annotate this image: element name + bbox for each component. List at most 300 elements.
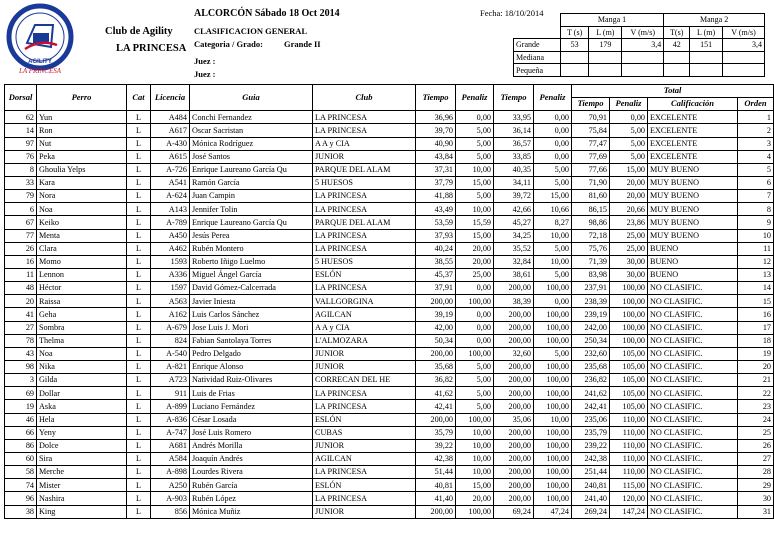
perro-cell: Dollar — [37, 387, 127, 400]
manga-cell — [690, 51, 723, 64]
orden-cell: 13 — [738, 268, 774, 281]
table-row — [5, 413, 774, 426]
judge-label-1: Juez : — [194, 56, 216, 66]
club-cell: ESLÓN — [313, 413, 416, 426]
tiempo-total-cell: 77,47 — [572, 137, 610, 150]
guia-cell: Enrique Laureano García Qu — [190, 216, 313, 229]
col-licencia: Licencia — [151, 85, 190, 111]
table-row — [5, 426, 774, 439]
penaliz-total-cell: 100,00 — [610, 321, 648, 334]
cat-cell: L — [127, 413, 151, 426]
orden-cell: 11 — [738, 242, 774, 255]
club-cell: LA PRINCESA — [313, 229, 416, 242]
penaliz-total-cell: 110,00 — [610, 426, 648, 439]
licencia-cell: A250 — [151, 479, 190, 492]
dorsal-cell: 26 — [5, 242, 37, 255]
tiempo-total-cell: 71,39 — [572, 255, 610, 268]
penaliz-total-cell: 110,00 — [610, 466, 648, 479]
orden-cell: 6 — [738, 176, 774, 189]
manga-row-label: Grande — [514, 39, 561, 52]
penaliz2-cell: 5,00 — [534, 268, 572, 281]
cat-cell: L — [127, 321, 151, 334]
dorsal-cell: 69 — [5, 387, 37, 400]
orden-cell: 25 — [738, 426, 774, 439]
col-perro: Perro — [37, 85, 127, 111]
manga-cell — [723, 64, 765, 77]
orden-cell: 16 — [738, 308, 774, 321]
dorsal-cell: 27 — [5, 321, 37, 334]
tiempo2-cell: 200,00 — [494, 282, 534, 295]
calificacion-cell: NO CLASIFIC. — [648, 492, 738, 505]
orden-cell: 12 — [738, 255, 774, 268]
manga-cell — [560, 51, 589, 64]
tiempo1-cell: 40,24 — [416, 242, 456, 255]
club-cell: ESLÓN — [313, 268, 416, 281]
penaliz1-cell: 5,00 — [456, 400, 494, 413]
guia-cell: Javier Iniesta — [190, 295, 313, 308]
guia-cell: Roberto Iñigo Luelmo — [190, 255, 313, 268]
guia-cell: Rubén López — [190, 492, 313, 505]
perro-cell: Noa — [37, 347, 127, 360]
tiempo1-cell: 37,31 — [416, 163, 456, 176]
tiempo1-cell: 37,93 — [416, 229, 456, 242]
orden-cell: 7 — [738, 190, 774, 203]
tiempo2-cell: 200,00 — [494, 360, 534, 373]
calificacion-cell: EXCELENTE — [648, 137, 738, 150]
tiempo2-cell: 200,00 — [494, 479, 534, 492]
calificacion-cell: MUY BUENO — [648, 190, 738, 203]
dorsal-cell: 74 — [5, 479, 37, 492]
penaliz2-cell: 100,00 — [534, 308, 572, 321]
tiempo2-cell: 200,00 — [494, 439, 534, 452]
cat-cell: L — [127, 242, 151, 255]
event-title: ALCORCÓN Sábado 18 Oct 2014 — [194, 8, 340, 19]
cat-cell: L — [127, 308, 151, 321]
tiempo1-cell: 40,90 — [416, 137, 456, 150]
tiempo-total-cell: 70,91 — [572, 111, 610, 124]
orden-cell: 28 — [738, 466, 774, 479]
tiempo-total-cell: 242,38 — [572, 452, 610, 465]
guia-cell: Luciano Fernández — [190, 400, 313, 413]
club-cell: LA PRINCESA — [313, 466, 416, 479]
calificacion-cell: NO CLASIFIC. — [648, 505, 738, 518]
licencia-cell: A143 — [151, 203, 190, 216]
penaliz2-cell: 100,00 — [534, 282, 572, 295]
tiempo1-cell: 43,84 — [416, 150, 456, 163]
guia-cell: José Santos — [190, 150, 313, 163]
tiempo-total-cell: 241,62 — [572, 387, 610, 400]
licencia-cell: A-821 — [151, 360, 190, 373]
perro-cell: Yeny — [37, 426, 127, 439]
table-row — [5, 163, 774, 176]
penaliz-total-cell: 100,00 — [610, 308, 648, 321]
col-guia: Guia — [190, 85, 313, 111]
manga-cell — [664, 64, 690, 77]
guia-cell: Rubén García — [190, 479, 313, 492]
dorsal-cell: 76 — [5, 150, 37, 163]
tiempo-total-cell: 98,86 — [572, 216, 610, 229]
club-cell: LA PRINCESA — [313, 124, 416, 137]
tiempo-total-cell: 250,34 — [572, 334, 610, 347]
penaliz2-cell: 47,24 — [534, 505, 572, 518]
cat-cell: L — [127, 295, 151, 308]
tiempo2-cell: 33,95 — [494, 111, 534, 124]
guia-cell: Miguel Ángel García — [190, 268, 313, 281]
penaliz2-cell: 10,66 — [534, 203, 572, 216]
guia-cell: Rubén Montero — [190, 242, 313, 255]
col-calificacion: Calificación — [648, 98, 738, 111]
cat-cell: L — [127, 387, 151, 400]
club-cell: 5 HUESOS — [313, 255, 416, 268]
tiempo-total-cell: 241,40 — [572, 492, 610, 505]
table-row — [5, 492, 774, 505]
dorsal-cell: 16 — [5, 255, 37, 268]
tiempo2-cell: 32,84 — [494, 255, 534, 268]
calificacion-cell: NO CLASIFIC. — [648, 374, 738, 387]
tiempo1-cell: 42,38 — [416, 452, 456, 465]
tiempo1-cell: 35,68 — [416, 360, 456, 373]
table-row — [5, 308, 774, 321]
guia-cell: Enrique Laureano García Qu — [190, 163, 313, 176]
table-row — [5, 255, 774, 268]
licencia-cell: A162 — [151, 308, 190, 321]
club-cell: LA PRINCESA — [313, 387, 416, 400]
cat-cell: L — [127, 360, 151, 373]
dorsal-cell: 97 — [5, 137, 37, 150]
calificacion-cell: NO CLASIFIC. — [648, 321, 738, 334]
perro-cell: Geha — [37, 308, 127, 321]
perro-cell: Sombra — [37, 321, 127, 334]
guia-cell: Joaquín Andrés — [190, 452, 313, 465]
orden-cell: 10 — [738, 229, 774, 242]
cat-cell: L — [127, 229, 151, 242]
calificacion-cell: MUY BUENO — [648, 163, 738, 176]
orden-cell: 24 — [738, 413, 774, 426]
dorsal-cell: 19 — [5, 400, 37, 413]
dorsal-cell: 96 — [5, 492, 37, 505]
club-cell: PARQUE DEL ALAM — [313, 163, 416, 176]
orden-cell: 22 — [738, 387, 774, 400]
perro-cell: Merche — [37, 466, 127, 479]
guia-cell: David Gómez-Calcerrada — [190, 282, 313, 295]
perro-cell: Dolce — [37, 439, 127, 452]
penaliz-total-cell: 115,00 — [610, 479, 648, 492]
table-row — [5, 124, 774, 137]
licencia-cell: A584 — [151, 452, 190, 465]
tiempo2-cell: 69,24 — [494, 505, 534, 518]
calificacion-cell: BUENO — [648, 255, 738, 268]
guia-cell: Luis Carlos Sánchez — [190, 308, 313, 321]
orden-cell: 2 — [738, 124, 774, 137]
table-row — [5, 176, 774, 189]
orden-cell: 4 — [738, 150, 774, 163]
penaliz-total-cell: 23,86 — [610, 216, 648, 229]
perro-cell: Yun — [37, 111, 127, 124]
results-table — [4, 84, 774, 519]
club-cell: AGILCAN — [313, 308, 416, 321]
licencia-cell: A541 — [151, 176, 190, 189]
manga-cell — [560, 64, 589, 77]
col-tiempo-total: Tiempo — [572, 98, 610, 111]
calificacion-cell: MUY BUENO — [648, 229, 738, 242]
manga1-header: Manga 1 — [560, 14, 663, 27]
licencia-cell: 1597 — [151, 282, 190, 295]
calificacion-cell: NO CLASIFIC. — [648, 400, 738, 413]
penaliz1-cell: 20,00 — [456, 492, 494, 505]
logo-bottom-text: LA PRINCESA — [18, 67, 62, 75]
orden-cell: 8 — [738, 203, 774, 216]
tiempo1-cell: 200,00 — [416, 295, 456, 308]
penaliz2-cell: 10,00 — [534, 229, 572, 242]
tiempo-total-cell: 77,69 — [572, 150, 610, 163]
tiempo1-cell: 200,00 — [416, 413, 456, 426]
orden-cell: 30 — [738, 492, 774, 505]
table-row — [5, 229, 774, 242]
orden-cell: 20 — [738, 360, 774, 373]
penaliz2-cell: 100,00 — [534, 426, 572, 439]
club-cell: JUNIOR — [313, 360, 416, 373]
col-cat: Cat — [127, 85, 151, 111]
manga2-header: Manga 2 — [664, 14, 765, 27]
perro-cell: Gilda — [37, 374, 127, 387]
tiempo1-cell: 36,82 — [416, 374, 456, 387]
manga-cell: 53 — [560, 39, 589, 52]
tiempo1-cell: 40,81 — [416, 479, 456, 492]
club-cell: A A y CIA — [313, 137, 416, 150]
penaliz1-cell: 20,00 — [456, 242, 494, 255]
tiempo2-cell: 200,00 — [494, 400, 534, 413]
tiempo2-cell: 35,52 — [494, 242, 534, 255]
cat-cell: L — [127, 452, 151, 465]
penaliz-total-cell: 100,00 — [610, 282, 648, 295]
penaliz1-cell: 10,00 — [456, 452, 494, 465]
licencia-cell: A-679 — [151, 321, 190, 334]
tiempo-total-cell: 81,60 — [572, 190, 610, 203]
penaliz1-cell: 20,00 — [456, 255, 494, 268]
club-cell: CUBAS — [313, 426, 416, 439]
penaliz2-cell: 100,00 — [534, 400, 572, 413]
penaliz-total-cell: 105,00 — [610, 387, 648, 400]
calificacion-cell: NO CLASIFIC. — [648, 295, 738, 308]
category-label: Categoria / Grado: — [194, 39, 263, 49]
dorsal-cell: 62 — [5, 111, 37, 124]
penaliz1-cell: 10,00 — [456, 163, 494, 176]
guia-cell: Juan Campin — [190, 190, 313, 203]
tiempo1-cell: 39,22 — [416, 439, 456, 452]
guia-cell: Ramón García — [190, 176, 313, 189]
penaliz-total-cell: 100,00 — [610, 334, 648, 347]
club-cell: ESLÓN — [313, 479, 416, 492]
cat-cell: L — [127, 282, 151, 295]
cat-cell: L — [127, 150, 151, 163]
calificacion-cell: NO CLASIFIC. — [648, 282, 738, 295]
penaliz-total-cell: 20,00 — [610, 176, 648, 189]
manga-row — [514, 39, 765, 52]
tiempo-total-cell: 239,19 — [572, 308, 610, 321]
tiempo1-cell: 35,79 — [416, 426, 456, 439]
tiempo1-cell: 41,40 — [416, 492, 456, 505]
licencia-cell: A-789 — [151, 216, 190, 229]
perro-cell: Kara — [37, 176, 127, 189]
perro-cell: Nut — [37, 137, 127, 150]
tiempo1-cell: 38,55 — [416, 255, 456, 268]
calificacion-cell: NO CLASIFIC. — [648, 426, 738, 439]
col-penaliz1: Penaliz — [456, 85, 494, 111]
perro-cell: Nika — [37, 360, 127, 373]
perro-cell: Nashira — [37, 492, 127, 505]
penaliz2-cell: 5,00 — [534, 163, 572, 176]
orden-cell: 23 — [738, 400, 774, 413]
tiempo2-cell: 32,60 — [494, 347, 534, 360]
licencia-cell: A336 — [151, 268, 190, 281]
guia-cell: Luis de Frias — [190, 387, 313, 400]
tiempo2-cell: 200,00 — [494, 387, 534, 400]
table-row — [5, 137, 774, 150]
penaliz1-cell: 0,00 — [456, 282, 494, 295]
penaliz1-cell: 15,59 — [456, 216, 494, 229]
tiempo1-cell: 37,79 — [416, 176, 456, 189]
col-club: Club — [313, 85, 416, 111]
dorsal-cell: 78 — [5, 334, 37, 347]
penaliz-total-cell: 110,00 — [610, 439, 648, 452]
col-dorsal: Dorsal — [5, 85, 37, 111]
dorsal-cell: 20 — [5, 295, 37, 308]
table-row — [5, 387, 774, 400]
tiempo1-cell: 200,00 — [416, 347, 456, 360]
licencia-cell: A-898 — [151, 466, 190, 479]
orden-cell: 27 — [738, 452, 774, 465]
tiempo1-cell: 41,88 — [416, 190, 456, 203]
penaliz1-cell: 100,00 — [456, 413, 494, 426]
penaliz2-cell: 10,00 — [534, 413, 572, 426]
judge-label-2: Juez : — [194, 69, 216, 79]
penaliz2-cell: 5,00 — [534, 176, 572, 189]
cat-cell: L — [127, 426, 151, 439]
manga-table — [513, 13, 765, 77]
penaliz-total-cell: 100,00 — [610, 295, 648, 308]
club-cell: AGILCAN — [313, 452, 416, 465]
penaliz1-cell: 10,00 — [456, 439, 494, 452]
club-name: Club de Agility — [105, 26, 173, 37]
penaliz-total-cell: 105,00 — [610, 360, 648, 373]
table-row — [5, 150, 774, 163]
tiempo1-cell: 45,37 — [416, 268, 456, 281]
penaliz-total-cell: 25,00 — [610, 229, 648, 242]
manga-cell — [723, 51, 765, 64]
manga-subheader: L (m) — [589, 26, 622, 39]
perro-cell: Ghoulia Yelps — [37, 163, 127, 176]
table-row — [5, 282, 774, 295]
col-penaliz2: Penaliz — [534, 85, 572, 111]
club-cell: LA PRINCESA — [313, 190, 416, 203]
penaliz-total-cell: 105,00 — [610, 400, 648, 413]
cat-cell: L — [127, 111, 151, 124]
calificacion-cell: NO CLASIFIC. — [648, 308, 738, 321]
tiempo2-cell: 200,00 — [494, 426, 534, 439]
event-date: Fecha: 18/10/2014 — [480, 8, 544, 18]
table-row — [5, 439, 774, 452]
licencia-cell: A450 — [151, 229, 190, 242]
penaliz1-cell: 5,00 — [456, 374, 494, 387]
licencia-cell: A-836 — [151, 413, 190, 426]
manga-cell: 151 — [690, 39, 723, 52]
guia-cell: Jennifer Tolin — [190, 203, 313, 216]
tiempo1-cell: 41,62 — [416, 387, 456, 400]
dorsal-cell: 41 — [5, 308, 37, 321]
tiempo-total-cell: 75,84 — [572, 124, 610, 137]
tiempo1-cell: 53,59 — [416, 216, 456, 229]
club-cell: LA PRINCESA — [313, 282, 416, 295]
penaliz1-cell: 10,00 — [456, 466, 494, 479]
dorsal-cell: 98 — [5, 360, 37, 373]
licencia-cell: 911 — [151, 387, 190, 400]
guia-cell: Conchi Fernandez — [190, 111, 313, 124]
manga-cell — [664, 51, 690, 64]
table-row — [5, 466, 774, 479]
dorsal-cell: 60 — [5, 452, 37, 465]
guia-cell: Fabian Santolaya Torres — [190, 334, 313, 347]
penaliz1-cell: 5,00 — [456, 124, 494, 137]
penaliz2-cell: 0,00 — [534, 124, 572, 137]
tiempo2-cell: 35,06 — [494, 413, 534, 426]
manga-subheader: V (m/s) — [622, 26, 664, 39]
dorsal-cell: 66 — [5, 426, 37, 439]
perro-cell: Menta — [37, 229, 127, 242]
cat-cell: L — [127, 505, 151, 518]
penaliz2-cell: 15,00 — [534, 190, 572, 203]
table-row — [5, 190, 774, 203]
licencia-cell: 856 — [151, 505, 190, 518]
manga-cell — [622, 51, 664, 64]
tiempo-total-cell: 239,22 — [572, 439, 610, 452]
perro-cell: Nora — [37, 190, 127, 203]
tiempo2-cell: 45,27 — [494, 216, 534, 229]
perro-cell: Clara — [37, 242, 127, 255]
licencia-cell: A462 — [151, 242, 190, 255]
penaliz-total-cell: 5,00 — [610, 124, 648, 137]
dorsal-cell: 6 — [5, 203, 37, 216]
calificacion-cell: NO CLASIFIC. — [648, 347, 738, 360]
tiempo2-cell: 39,72 — [494, 190, 534, 203]
cat-cell: L — [127, 334, 151, 347]
penaliz1-cell: 0,00 — [456, 321, 494, 334]
calificacion-cell: NO CLASIFIC. — [648, 452, 738, 465]
penaliz2-cell: 100,00 — [534, 466, 572, 479]
table-row — [5, 347, 774, 360]
calificacion-cell: EXCELENTE — [648, 150, 738, 163]
tiempo1-cell: 39,19 — [416, 308, 456, 321]
calificacion-cell: NO CLASIFIC. — [648, 479, 738, 492]
tiempo2-cell: 38,61 — [494, 268, 534, 281]
licencia-cell: A-624 — [151, 190, 190, 203]
dorsal-cell: 58 — [5, 466, 37, 479]
table-row — [5, 295, 774, 308]
orden-cell: 5 — [738, 163, 774, 176]
orden-cell: 17 — [738, 321, 774, 334]
manga-row-label: Pequeña — [514, 64, 561, 77]
orden-cell: 29 — [738, 479, 774, 492]
tiempo-total-cell: 251,44 — [572, 466, 610, 479]
penaliz2-cell: 5,00 — [534, 347, 572, 360]
manga-cell: 179 — [589, 39, 622, 52]
penaliz1-cell: 10,00 — [456, 426, 494, 439]
orden-cell: 18 — [738, 334, 774, 347]
manga-subheader: V (m/s) — [723, 26, 765, 39]
tiempo2-cell: 36,14 — [494, 124, 534, 137]
penaliz-total-cell: 30,00 — [610, 255, 648, 268]
dorsal-cell: 8 — [5, 163, 37, 176]
tiempo2-cell: 33,85 — [494, 150, 534, 163]
